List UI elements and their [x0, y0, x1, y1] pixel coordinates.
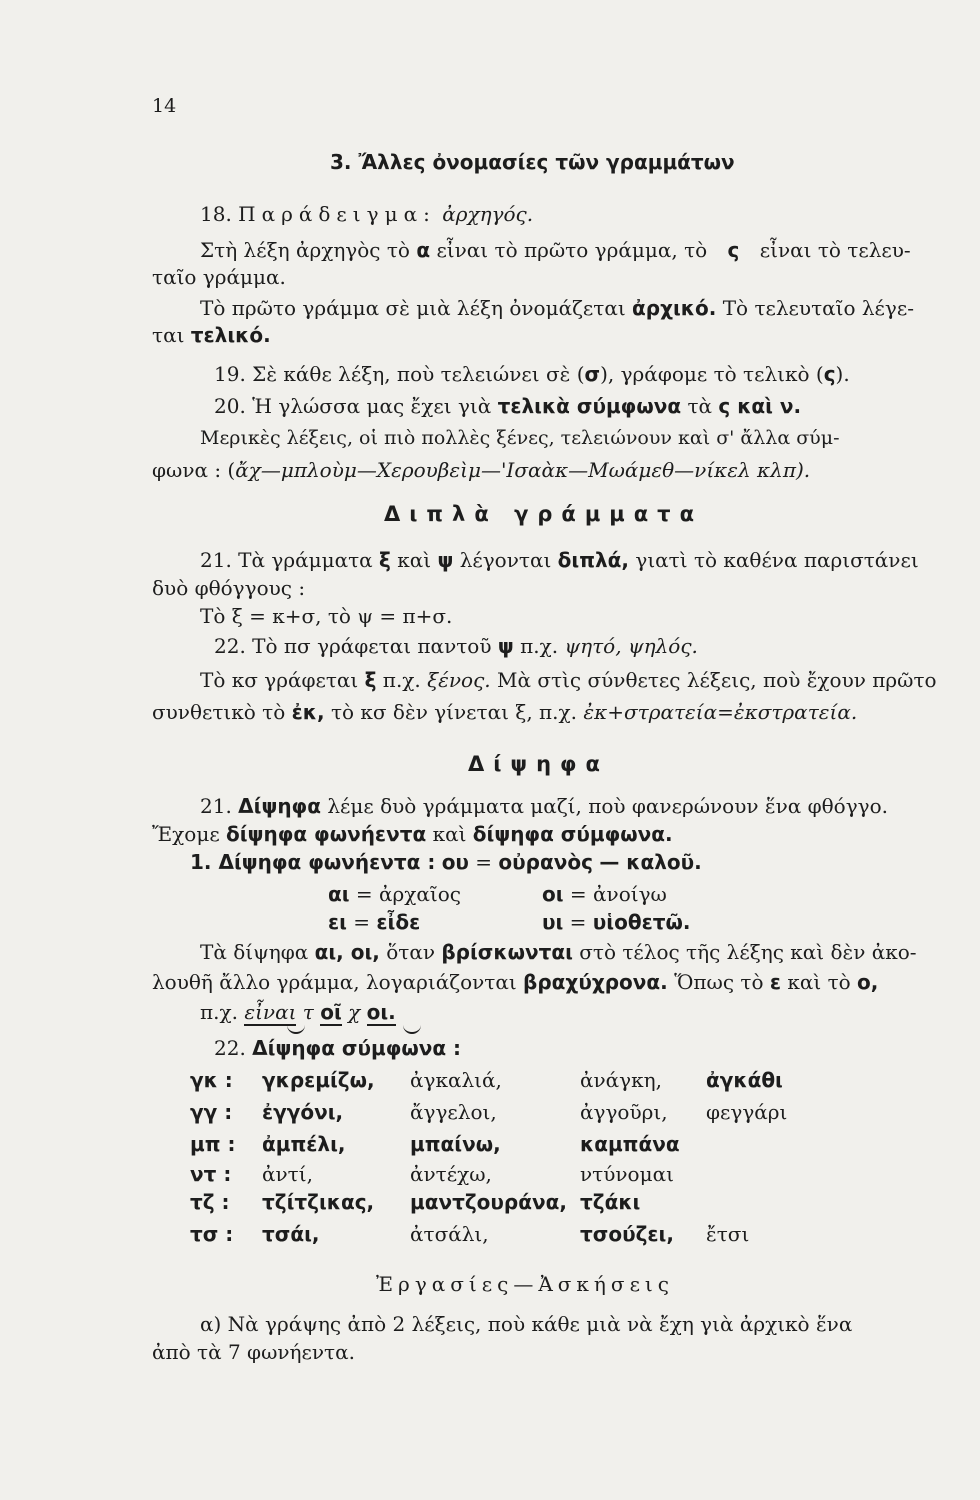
table-cell: τζάκι [580, 1190, 641, 1214]
table-row-label: ντ : [190, 1162, 232, 1186]
table-cell: μπαίνω, [410, 1132, 501, 1156]
vowel-pair: ει = εἶδε [328, 910, 421, 934]
vowel-digraphs-heading: 1. Δίψηφα φωνήεντα : ου = οὐρανὸς — καλοῦ. [190, 850, 702, 874]
section-title: 3. Ἄλλες ὀνομασίες τῶν γραμμάτων [330, 150, 735, 174]
paragraph-18-line-2: ταῖο γράμμα. [152, 265, 286, 289]
paragraph-22-line-3: συνθετικὸ τὸ ἐκ, τὸ κσ δὲν γίνεται ξ, π.χ. ἐκ+στρατεία=ἐκστρατεία. [152, 700, 858, 724]
digraphs-heading: Δίψηφα [468, 752, 609, 776]
paragraph-21-formula: Τὸ ξ = κ+σ, τὸ ψ = π+σ. [200, 604, 453, 628]
example-word: ἀρχηγός. [442, 202, 534, 226]
table-row-label: τσ : [190, 1222, 234, 1246]
table-cell: ἀμπέλι, [262, 1132, 346, 1156]
short-rule-line-2: λουθῆ ἄλλο γράμμα, λογαριάζονται βραχύχρονα. Ὅπως τὸ ε καὶ τὸ ο, [152, 970, 879, 994]
table-cell: ἔτσι [706, 1222, 750, 1246]
short-rule-example: π.χ. εἶναι τ οῖ χ οι. [200, 1000, 396, 1024]
table-cell: ντύνομαι [580, 1162, 674, 1186]
vowel-pair: υι = υἱοθετῶ. [542, 910, 691, 934]
double-letters-heading: Διπλὰ γράμματα [384, 502, 703, 526]
table-cell: τζίτζικας, [262, 1190, 375, 1214]
table-cell: καμπάνα [580, 1132, 680, 1156]
table-row-label: γγ : [190, 1100, 233, 1124]
paragraph-18-line-1: Στὴ λέξη ἀρχηγὸς τὸ α εἶναι τὸ πρῶτο γράμμα, τὸ ς εἶναι τὸ τελευ- [200, 238, 911, 262]
table-cell: μαντζουράνα, [410, 1190, 567, 1214]
table-cell: ἀντέχω, [410, 1162, 492, 1186]
exercise-a-line-1: α) Νὰ γράψης ἀπὸ 2 λέξεις, ποὺ κάθε μιὰ νὰ ἔχη γιὰ ἀρχικὸ ἕνα [200, 1312, 853, 1336]
table-row-label: γκ : [190, 1068, 233, 1092]
table-cell: ἀνάγκη, [580, 1068, 662, 1092]
paragraph-18-line-4: ται τελικό. [152, 323, 271, 347]
paragraph-22-line-1: 22. Τὸ πσ γράφεται παντοῦ ψ π.χ. ψητό, ψηλός. [214, 634, 698, 658]
table-cell: φεγγάρι [706, 1100, 788, 1124]
table-cell: ἐγγόνι, [262, 1100, 344, 1124]
table-cell: ἀντί, [262, 1162, 313, 1186]
table-row-label: μπ : [190, 1132, 236, 1156]
paragraph-18-heading [200, 200, 533, 228]
table-row-label: τζ : [190, 1190, 230, 1214]
table-cell: ἀγγοῦρι, [580, 1100, 668, 1124]
paragraph-19: 19. Σὲ κάθε λέξη, ποὺ τελειώνει σὲ (σ), γράφομε τὸ τελικὸ (ς). [214, 362, 850, 386]
table-cell: ἀγκαλιά, [410, 1068, 502, 1092]
paragraph-21-line-1: 21. Τὰ γράμματα ξ καὶ ψ λέγονται διπλά, γιατὶ τὸ καθένα παριστάνει [200, 548, 919, 572]
table-cell: τσούζει, [580, 1222, 674, 1246]
table-cell: γκρεμίζω, [262, 1068, 375, 1092]
short-rule-line-1: Τὰ δίψηφα αι, οι, ὅταν βρίσκωνται στὸ τέλος τῆς λέξης καὶ δὲν ἀκο- [200, 940, 917, 964]
short-vowel-mark [403, 1024, 421, 1034]
consonant-digraphs-heading: 22. Δίψηφα σύμφωνα : [214, 1036, 462, 1060]
vowel-pair: αι = ἀρχαῖος [328, 882, 462, 906]
paragraph-22-line-2: Τὸ κσ γράφεται ξ π.χ. ξένος. Μὰ στὶς σύνθετες λέξεις, ποὺ ἔχουν πρῶτο [200, 668, 937, 692]
page-number: 14 [152, 95, 177, 117]
digraphs-paragraph-line-2: Ἔχομε δίψηφα φωνήεντα καὶ δίψηφα σύμφωνα. [152, 822, 673, 846]
table-cell: ἄγγελοι, [410, 1100, 497, 1124]
exercises-heading: Ἐργασίες—Ἀσκήσεις [376, 1272, 674, 1296]
paragraph-21-line-2: δυὸ φθόγγους : [152, 576, 306, 600]
paragraph-18-line-3: Τὸ πρῶτο γράμμα σὲ μιὰ λέξη ὀνομάζεται ἀρχικό. Τὸ τελευταῖο λέγε- [200, 296, 914, 320]
short-vowel-mark [287, 1024, 305, 1034]
table-cell: ἀτσάλι, [410, 1222, 489, 1246]
paragraph-20-line-3: φωνα : (ἄχ—μπλοὺμ—Χερουβεὶμ—'Ισαὰκ—Μωάμεθ—νίκελ κλπ). [152, 458, 811, 482]
paragraph-20-line-2: Μερικὲς λέξεις, οἱ πιὸ πολλὲς ξένες, τελειώνουν καὶ σ' ἄλλα σύμ- [200, 427, 840, 449]
example-label: Παράδειγμα: [238, 202, 436, 226]
paragraph-number: 18. [200, 202, 232, 226]
exercise-a-line-2: ἀπὸ τὰ 7 φωνήεντα. [152, 1340, 355, 1364]
table-cell: τσάι, [262, 1222, 320, 1246]
digraphs-paragraph-line-1: 21. Δίψηφα λέμε δυὸ γράμματα μαζί, ποὺ φανερώνουν ἕνα φθόγγο. [200, 794, 889, 818]
table-cell: ἀγκάθι [706, 1068, 783, 1092]
paragraph-20-line-1: 20. Ἡ γλώσσα μας ἔχει γιὰ τελικὰ σύμφωνα τὰ ς καὶ ν. [214, 394, 802, 418]
vowel-pair: οι = ἀνοίγω [542, 882, 667, 906]
